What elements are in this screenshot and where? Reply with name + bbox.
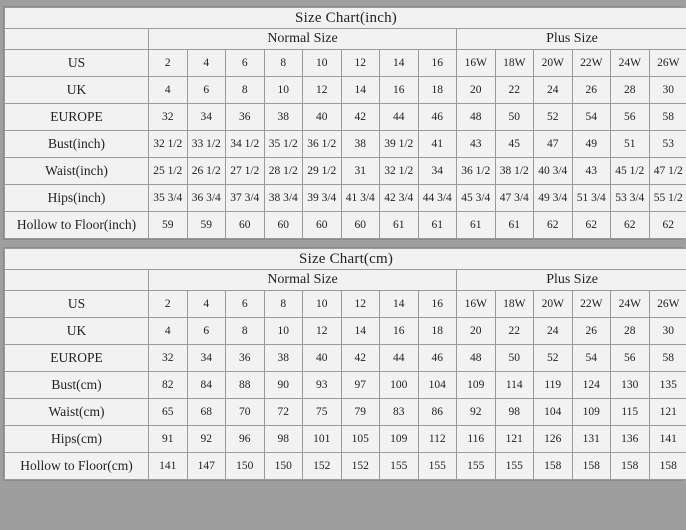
table-cell: 4 <box>149 318 188 345</box>
table-cell: 38 <box>341 131 380 158</box>
table-cell: 62 <box>611 212 650 239</box>
table-cell: 54 <box>572 104 611 131</box>
table-cell: 6 <box>187 77 226 104</box>
table-cell: 119 <box>534 372 573 399</box>
table-cell: 35 1/2 <box>264 131 303 158</box>
table-cell: 22W <box>572 50 611 77</box>
row-header-cell: EUROPE <box>5 345 149 372</box>
row-header-cell: UK <box>5 77 149 104</box>
table-cell: 42 <box>341 104 380 131</box>
table-cell: 20 <box>457 318 496 345</box>
table-row <box>5 426 686 453</box>
table-cell: 121 <box>649 399 686 426</box>
table-cell: 26 1/2 <box>187 158 226 185</box>
table-cell: 124 <box>572 372 611 399</box>
table-cell: 92 <box>187 426 226 453</box>
row-header-cell: Hips(inch) <box>5 185 149 212</box>
table-cell: 109 <box>380 426 419 453</box>
table-cell: 51 3/4 <box>572 185 611 212</box>
table-cell: 41 <box>418 131 457 158</box>
table-cell: 34 <box>187 104 226 131</box>
table-cell: 2 <box>149 291 188 318</box>
table-cell: 39 3/4 <box>303 185 342 212</box>
table-cell: 65 <box>149 399 188 426</box>
table-cell: 38 <box>264 345 303 372</box>
table-cell: 136 <box>611 426 650 453</box>
table-cell: 28 <box>611 318 650 345</box>
table-cell: 20W <box>534 291 573 318</box>
table-cell: 40 <box>303 104 342 131</box>
table-cell: 60 <box>303 212 342 239</box>
table-cell: 24 <box>534 318 573 345</box>
table-cell: 16W <box>457 50 496 77</box>
table-cell: 130 <box>611 372 650 399</box>
table-cell: 42 3/4 <box>380 185 419 212</box>
table-cell: 6 <box>226 291 265 318</box>
table-cell: 98 <box>264 426 303 453</box>
table-cell: 84 <box>187 372 226 399</box>
table-cell: 30 <box>649 318 686 345</box>
table-cell: 49 <box>572 131 611 158</box>
size-chart-inch <box>3 6 683 240</box>
table-cell: 26 <box>572 77 611 104</box>
table-cell: 20 <box>457 77 496 104</box>
table-cell: 50 <box>495 104 534 131</box>
table-cell: 152 <box>341 453 380 480</box>
table-cell: 45 3/4 <box>457 185 496 212</box>
table-cell: 62 <box>572 212 611 239</box>
table-cell: 10 <box>264 77 303 104</box>
table-cell: 42 <box>341 345 380 372</box>
table-cell: 16 <box>418 291 457 318</box>
group-header-row <box>5 270 686 291</box>
table-cell: 16 <box>418 50 457 77</box>
table-cell: 4 <box>187 291 226 318</box>
table-cell: 51 <box>611 131 650 158</box>
table-cell: 24 <box>534 77 573 104</box>
table-cell: 31 <box>341 158 380 185</box>
table-cell: 18W <box>495 291 534 318</box>
table-cell: 22 <box>495 77 534 104</box>
row-header-cell: EUROPE <box>5 104 149 131</box>
table-row <box>5 372 686 399</box>
table-cell: 46 <box>418 104 457 131</box>
group-header-cell: Plus Size <box>457 270 686 291</box>
table-cell: 59 <box>187 212 226 239</box>
table-cell: 18W <box>495 50 534 77</box>
table-cell: 8 <box>226 77 265 104</box>
table-cell: 36 1/2 <box>457 158 496 185</box>
row-header-cell: Hollow to Floor(cm) <box>5 453 149 480</box>
table-cell: 97 <box>341 372 380 399</box>
table-cell: 32 <box>149 345 188 372</box>
table-cell: 54 <box>572 345 611 372</box>
table-cell: 8 <box>264 50 303 77</box>
chart-title: Size Chart(cm) <box>5 249 686 270</box>
table-cell: 37 3/4 <box>226 185 265 212</box>
row-header-cell: UK <box>5 318 149 345</box>
table-cell: 105 <box>341 426 380 453</box>
table-cell: 45 <box>495 131 534 158</box>
table-cell: 38 <box>264 104 303 131</box>
table-cell: 4 <box>149 77 188 104</box>
table-cell: 116 <box>457 426 496 453</box>
table-cell: 68 <box>187 399 226 426</box>
table-cell: 46 <box>418 345 457 372</box>
table-cell: 28 <box>611 77 650 104</box>
table-cell: 2 <box>149 50 188 77</box>
table-cell: 24W <box>611 291 650 318</box>
table-cell: 35 3/4 <box>149 185 188 212</box>
chart-title-row <box>5 249 686 270</box>
table-row <box>5 345 686 372</box>
table-cell: 45 1/2 <box>611 158 650 185</box>
table-cell: 49 3/4 <box>534 185 573 212</box>
table-cell: 55 1/2 <box>649 185 686 212</box>
table-cell: 152 <box>303 453 342 480</box>
table-row <box>5 399 686 426</box>
table-cell: 100 <box>380 372 419 399</box>
table-cell: 29 1/2 <box>303 158 342 185</box>
table-cell: 41 3/4 <box>341 185 380 212</box>
row-header-cell: Bust(cm) <box>5 372 149 399</box>
table-cell: 44 3/4 <box>418 185 457 212</box>
table-cell: 47 <box>534 131 573 158</box>
group-header-cell: Plus Size <box>457 29 686 50</box>
table-cell: 18 <box>418 318 457 345</box>
table-cell: 126 <box>534 426 573 453</box>
table-cell: 60 <box>341 212 380 239</box>
table-cell: 150 <box>264 453 303 480</box>
table-cell: 141 <box>649 426 686 453</box>
table-cell: 58 <box>649 345 686 372</box>
table-cell: 26W <box>649 50 686 77</box>
table-cell: 50 <box>495 345 534 372</box>
table-cell: 79 <box>341 399 380 426</box>
table-cell: 36 <box>226 104 265 131</box>
table-cell: 158 <box>649 453 686 480</box>
chart-title: Size Chart(inch) <box>5 8 686 29</box>
table-cell: 114 <box>495 372 534 399</box>
table-cell: 109 <box>457 372 496 399</box>
table-cell: 60 <box>264 212 303 239</box>
size-table-inch-body <box>5 8 686 239</box>
table-cell: 131 <box>572 426 611 453</box>
table-cell: 10 <box>303 50 342 77</box>
table-cell: 147 <box>187 453 226 480</box>
group-header-row <box>5 29 686 50</box>
table-cell: 6 <box>187 318 226 345</box>
row-header-cell: Waist(inch) <box>5 158 149 185</box>
table-cell: 155 <box>380 453 419 480</box>
table-row <box>5 77 686 104</box>
table-cell: 26 <box>572 318 611 345</box>
table-cell: 53 <box>649 131 686 158</box>
table-cell: 61 <box>418 212 457 239</box>
table-cell: 47 3/4 <box>495 185 534 212</box>
table-cell: 52 <box>534 104 573 131</box>
row-header-cell: Waist(cm) <box>5 399 149 426</box>
table-cell: 48 <box>457 345 496 372</box>
table-cell: 24W <box>611 50 650 77</box>
table-cell: 39 1/2 <box>380 131 419 158</box>
table-cell: 112 <box>418 426 457 453</box>
table-corner-cell <box>5 29 149 50</box>
table-cell: 155 <box>457 453 496 480</box>
table-row <box>5 318 686 345</box>
table-cell: 12 <box>341 291 380 318</box>
table-cell: 53 3/4 <box>611 185 650 212</box>
table-cell: 34 <box>187 345 226 372</box>
table-cell: 101 <box>303 426 342 453</box>
table-cell: 38 1/2 <box>495 158 534 185</box>
chart-title-row <box>5 8 686 29</box>
table-cell: 10 <box>264 318 303 345</box>
table-cell: 26W <box>649 291 686 318</box>
table-cell: 44 <box>380 104 419 131</box>
table-cell: 27 1/2 <box>226 158 265 185</box>
table-cell: 40 3/4 <box>534 158 573 185</box>
table-cell: 10 <box>303 291 342 318</box>
table-cell: 48 <box>457 104 496 131</box>
group-header-cell: Normal Size <box>149 270 457 291</box>
row-header-cell: US <box>5 50 149 77</box>
table-cell: 155 <box>418 453 457 480</box>
table-cell: 6 <box>226 50 265 77</box>
table-cell: 43 <box>457 131 496 158</box>
table-cell: 33 1/2 <box>187 131 226 158</box>
table-cell: 158 <box>572 453 611 480</box>
table-cell: 22W <box>572 291 611 318</box>
table-cell: 158 <box>611 453 650 480</box>
table-cell: 30 <box>649 77 686 104</box>
table-cell: 141 <box>149 453 188 480</box>
row-header-cell: Bust(inch) <box>5 131 149 158</box>
table-cell: 4 <box>187 50 226 77</box>
table-cell: 58 <box>649 104 686 131</box>
table-cell: 43 <box>572 158 611 185</box>
table-cell: 62 <box>534 212 573 239</box>
table-row <box>5 185 686 212</box>
table-cell: 32 1/2 <box>380 158 419 185</box>
table-cell: 16W <box>457 291 496 318</box>
table-cell: 36 1/2 <box>303 131 342 158</box>
table-cell: 90 <box>264 372 303 399</box>
row-header-cell: Hollow to Floor(inch) <box>5 212 149 239</box>
table-cell: 28 1/2 <box>264 158 303 185</box>
table-cell: 12 <box>303 318 342 345</box>
table-cell: 62 <box>649 212 686 239</box>
table-cell: 18 <box>418 77 457 104</box>
table-cell: 14 <box>380 291 419 318</box>
table-cell: 115 <box>611 399 650 426</box>
table-cell: 61 <box>457 212 496 239</box>
table-cell: 92 <box>457 399 496 426</box>
table-cell: 47 1/2 <box>649 158 686 185</box>
table-cell: 61 <box>495 212 534 239</box>
table-cell: 96 <box>226 426 265 453</box>
table-row <box>5 291 686 318</box>
group-header-cell: Normal Size <box>149 29 457 50</box>
table-cell: 70 <box>226 399 265 426</box>
table-row <box>5 50 686 77</box>
table-cell: 14 <box>341 77 380 104</box>
row-header-cell: Hips(cm) <box>5 426 149 453</box>
table-cell: 82 <box>149 372 188 399</box>
table-cell: 8 <box>264 291 303 318</box>
table-cell: 98 <box>495 399 534 426</box>
table-cell: 104 <box>534 399 573 426</box>
row-header-cell: US <box>5 291 149 318</box>
table-row <box>5 212 686 239</box>
table-cell: 16 <box>380 77 419 104</box>
table-cell: 86 <box>418 399 457 426</box>
table-cell: 135 <box>649 372 686 399</box>
table-cell: 38 3/4 <box>264 185 303 212</box>
table-row <box>5 158 686 185</box>
table-cell: 36 <box>226 345 265 372</box>
table-cell: 56 <box>611 104 650 131</box>
table-cell: 40 <box>303 345 342 372</box>
table-row <box>5 131 686 158</box>
table-cell: 150 <box>226 453 265 480</box>
table-cell: 121 <box>495 426 534 453</box>
table-cell: 61 <box>380 212 419 239</box>
table-cell: 25 1/2 <box>149 158 188 185</box>
table-cell: 14 <box>380 50 419 77</box>
table-cell: 59 <box>149 212 188 239</box>
table-cell: 34 1/2 <box>226 131 265 158</box>
table-cell: 36 3/4 <box>187 185 226 212</box>
table-corner-cell <box>5 270 149 291</box>
table-cell: 75 <box>303 399 342 426</box>
table-cell: 32 <box>149 104 188 131</box>
table-cell: 22 <box>495 318 534 345</box>
table-cell: 158 <box>534 453 573 480</box>
table-cell: 83 <box>380 399 419 426</box>
table-cell: 16 <box>380 318 419 345</box>
size-table-cm-body <box>5 249 686 480</box>
table-cell: 52 <box>534 345 573 372</box>
table-cell: 88 <box>226 372 265 399</box>
table-cell: 14 <box>341 318 380 345</box>
table-cell: 34 <box>418 158 457 185</box>
size-chart-cm <box>3 247 683 481</box>
table-cell: 8 <box>226 318 265 345</box>
table-cell: 109 <box>572 399 611 426</box>
table-cell: 155 <box>495 453 534 480</box>
table-cell: 44 <box>380 345 419 372</box>
size-table-cm <box>4 248 686 480</box>
table-cell: 56 <box>611 345 650 372</box>
table-cell: 93 <box>303 372 342 399</box>
table-row <box>5 453 686 480</box>
table-cell: 72 <box>264 399 303 426</box>
table-cell: 12 <box>341 50 380 77</box>
table-cell: 20W <box>534 50 573 77</box>
table-cell: 104 <box>418 372 457 399</box>
table-cell: 32 1/2 <box>149 131 188 158</box>
table-cell: 91 <box>149 426 188 453</box>
table-row <box>5 104 686 131</box>
table-cell: 60 <box>226 212 265 239</box>
size-table-inch <box>4 7 686 239</box>
table-cell: 12 <box>303 77 342 104</box>
